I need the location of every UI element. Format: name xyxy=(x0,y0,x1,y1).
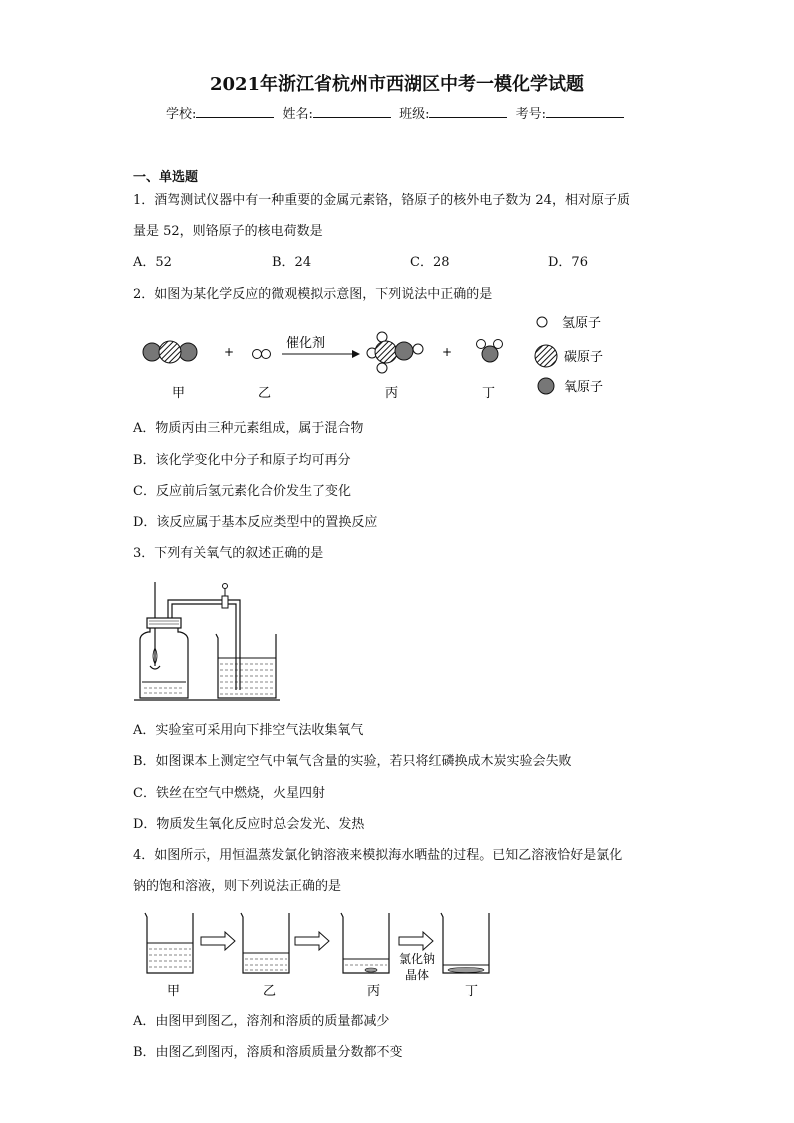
section-heading: 一、单选题 xyxy=(133,170,199,185)
legend xyxy=(535,316,603,395)
crystal-icon xyxy=(448,968,484,973)
molecule-yi xyxy=(253,350,271,359)
molecule-ding xyxy=(477,340,503,363)
legend-carbon: 碳原子 xyxy=(564,350,604,365)
clamp-icon xyxy=(222,596,228,608)
q4-option-a[interactable]: A．由图甲到图乙，溶剂和溶质的质量都减少 xyxy=(133,1014,390,1029)
class-label: 班级: xyxy=(399,107,430,122)
catalyst-label: 催化剂 xyxy=(286,336,326,351)
label-yi: 乙 xyxy=(258,386,272,401)
q4-stem-line2: 钠的饱和溶液，则下列说法正确的是 xyxy=(133,879,342,894)
gas-jar xyxy=(140,626,188,698)
label-jia: 甲 xyxy=(172,386,186,401)
q3-option-c[interactable]: C．铁丝在空气中燃烧，火星四射 xyxy=(133,786,325,801)
label-bing: 丙 xyxy=(367,984,381,999)
beaker-jia xyxy=(145,913,193,973)
oxygen-experiment-apparatus xyxy=(130,578,290,708)
q4-stem-line1: 4．如图所示，用恒温蒸发氯化钠溶液来模拟海水晒盐的过程。已知乙溶液恰好是氯化 xyxy=(133,848,623,863)
evaporation-diagram xyxy=(135,905,515,1000)
beaker-ding xyxy=(441,913,489,973)
q2-option-b[interactable]: B．该化学变化中分子和原子均可再分 xyxy=(133,453,351,468)
q1-stem-line1: 1．酒驾测试仪器中有一种重要的金属元素铬，铬原子的核外电子数为 24，相对原子质 xyxy=(133,193,630,208)
q4-option-b[interactable]: B．由图乙到图丙，溶质和溶质质量分数都不变 xyxy=(133,1045,403,1060)
reaction-diagram xyxy=(130,305,630,405)
plus-sign: + xyxy=(224,345,235,359)
q1-stem-line2: 量是 52，则铬原子的核电荷数是 xyxy=(133,224,323,239)
legend-hydrogen: 氢原子 xyxy=(562,316,602,331)
class-blank[interactable] xyxy=(429,106,507,118)
exam-title: 2021年浙江省杭州市西湖区中考一模化学试题 xyxy=(209,74,585,95)
beaker-yi xyxy=(241,913,289,973)
beaker xyxy=(216,634,276,698)
label-yi: 乙 xyxy=(263,984,277,999)
exam-number-blank[interactable] xyxy=(546,106,624,118)
arrow-right-icon xyxy=(295,932,329,950)
q2-option-c[interactable]: C．反应前后氢元素化合价发生了变化 xyxy=(133,484,351,499)
label-ding: 丁 xyxy=(482,386,496,401)
crystal-label-line2: 晶体 xyxy=(405,968,430,982)
name-label: 姓名: xyxy=(282,107,313,122)
molecule-bing xyxy=(367,332,423,373)
crystal-label-line1: 氯化钠 xyxy=(399,952,436,966)
label-bing: 丙 xyxy=(385,386,399,401)
exam-number-label: 考号: xyxy=(515,107,546,122)
q3-stem: 3．下列有关氧气的叙述正确的是 xyxy=(133,546,324,561)
q3-option-a[interactable]: A．实验室可采用向下排空气法收集氧气 xyxy=(133,723,364,738)
label-jia: 甲 xyxy=(167,984,181,999)
arrow-head-icon xyxy=(352,350,360,358)
molecule-jia xyxy=(143,341,197,363)
beaker-bing xyxy=(341,913,389,973)
oxygen-atom-icon xyxy=(538,378,554,394)
school-blank[interactable] xyxy=(196,106,274,118)
school-label: 学校: xyxy=(166,107,197,122)
crystal-icon xyxy=(365,968,377,972)
q2-option-a[interactable]: A．物质丙由三种元素组成，属于混合物 xyxy=(133,421,364,436)
plus-sign-2: + xyxy=(442,345,453,359)
legend-oxygen: 氧原子 xyxy=(564,380,604,395)
q2-option-d[interactable]: D．该反应属于基本反应类型中的置换反应 xyxy=(133,515,378,530)
q2-stem: 2．如图为某化学反应的微观模拟示意图，下列说法中正确的是 xyxy=(133,287,493,302)
arrow-right-icon xyxy=(201,932,235,950)
stopper xyxy=(147,618,181,628)
q1-option-b[interactable]: B．24 xyxy=(272,255,312,270)
q3-option-b[interactable]: B．如图课本上测定空气中氧气含量的实验，若只将红磷换成木炭实验会失败 xyxy=(133,754,572,769)
hydrogen-atom-icon xyxy=(537,317,547,327)
carbon-atom-icon xyxy=(535,345,557,367)
name-blank[interactable] xyxy=(313,106,391,118)
q1-option-c[interactable]: C．28 xyxy=(410,255,450,270)
q1-option-d[interactable]: D．76 xyxy=(548,255,588,270)
q3-option-d[interactable]: D．物质发生氧化反应时总会发光、发热 xyxy=(133,817,365,832)
label-ding: 丁 xyxy=(465,984,479,999)
arrow-right-icon xyxy=(399,932,433,950)
student-info-line xyxy=(0,103,794,122)
q1-option-a[interactable]: A．52 xyxy=(133,255,172,270)
